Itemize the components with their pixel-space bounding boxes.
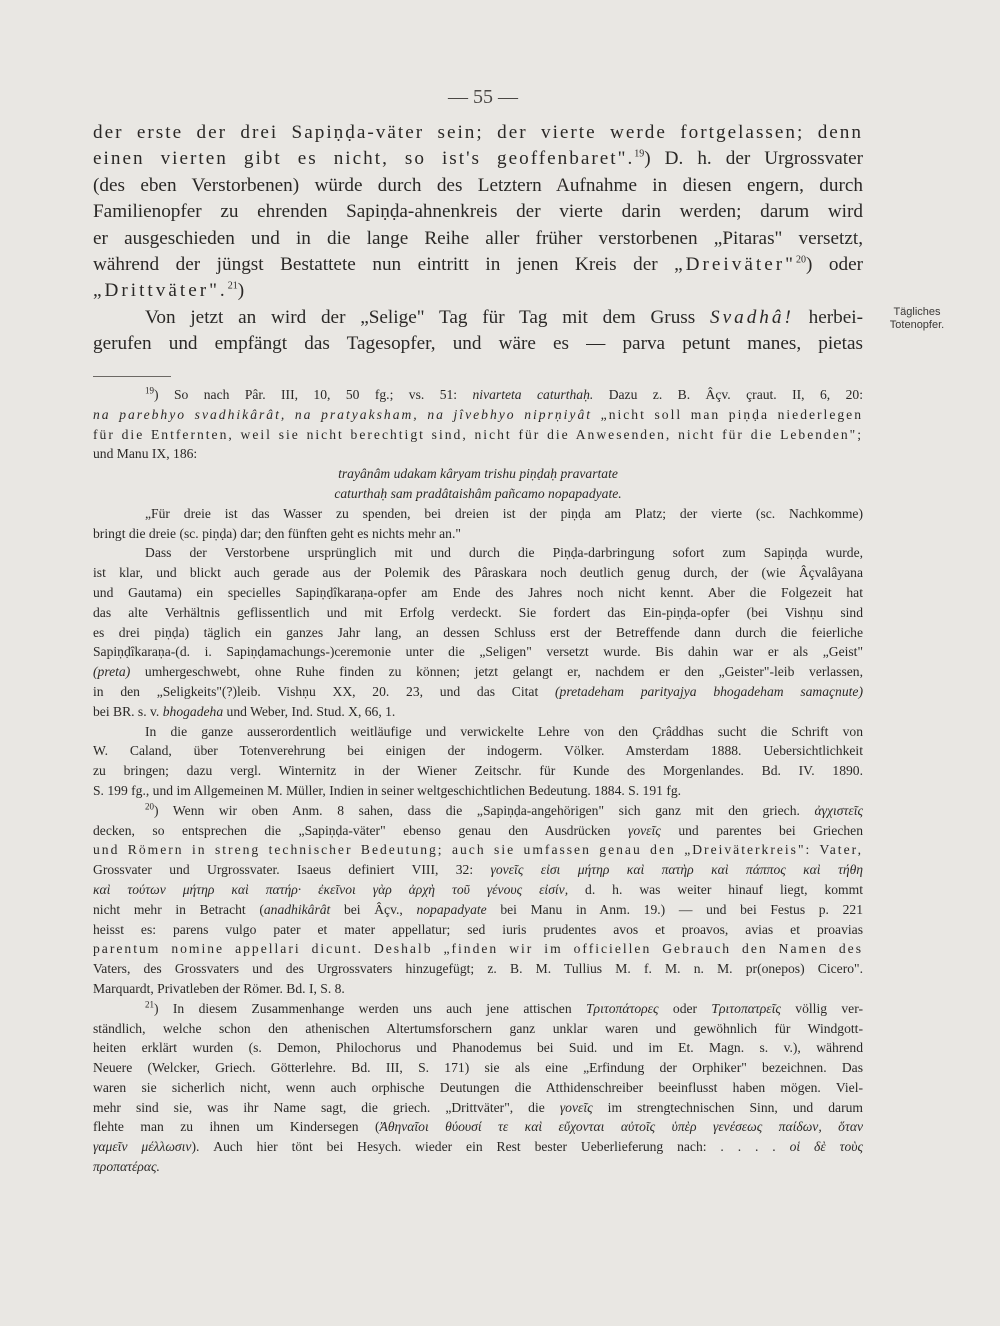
text-line: und Gautama) ein specielles Sapiṇḍîkaraṇa-opfer am Ende des Jahres noch nicht kennt. Aber die Folgezeit hat xyxy=(93,584,863,600)
text-line: W. Caland, über Totenverehrung bei einigen der indogerm. Völker. Amsterdam 1888. Uebersichtlichkeit xyxy=(93,743,863,759)
text-line: Grossvater und Urgrossvater. Isaeus definiert VIII, 32: γονεῖς εἰσι μήτηρ καὶ πατὴρ καὶ πάππος καὶ τήθη xyxy=(93,862,863,878)
footnote-divider xyxy=(93,376,171,377)
text-line: ständlich, welche schon den athenischen Altertumsforschern ganz unklar waren und gewöhnlich für Windgott- xyxy=(93,1020,863,1036)
text-line: decken, so entsprechen die „Sapiṇḍa-väter" ebenso genau den Ausdrücken γονεῖς und parentes bei Griechen xyxy=(93,822,863,838)
text-line: S. 199 fg., und im Allgemeinen M. Müller, Indien in seiner weltgeschichtlichen Bedeutung. 1884. S. 191 fg. xyxy=(93,782,682,798)
main-text xyxy=(93,120,863,358)
text-line: Dass der Verstorbene ursprünglich mit und durch die Piṇḍa-darbringung sofort zum Sapiṇḍa wurde, xyxy=(145,545,863,561)
text-line: προπατέρας. xyxy=(93,1159,160,1175)
text-line: einen vierten gibt es nicht, so ist's geoffenbaret".$^{19}$) D. h. der Urgrossvater xyxy=(93,148,863,170)
footnote-19: $^{19}$) So nach Pâr. III, 10, 50 fg.; vs. 51: nivarteta caturthaḥ. Dazu z. B. Âçv. çraut. II, 6, 20: xyxy=(145,385,863,402)
text-line: Sapiṇḍîkaraṇa-(d. i. Sapiṇḍamachungs-)ceremonie unter die „Seligen" versetzt wurde. Bis dahin war er als „Geist" xyxy=(93,644,863,660)
footnote-20: $^{20}$) Wenn wir oben Anm. 8 sahen, dass die „Sapiṇḍa-angehörigen" sich ganz mit den griech. ἀγχιστεῖς xyxy=(145,801,863,818)
text-line: heisst es: parens vulgo pater et mater appellatur; sed iuris prudentes avos et proavos, avias et proavias xyxy=(93,921,863,937)
text-line: na parebhyo svadhikârât, na pratyaksham, na jîvebhyo niprṇiyât „nicht soll man piṇḍa niederlegen xyxy=(93,406,863,422)
text-line: καὶ τούτων μήτηρ καὶ πατήρ· ἐκεῖνοι γὰρ ἀρχὴ τοῦ γένους εἰσίν, d. h. was weiter hinauf liegt, kommt xyxy=(93,881,863,897)
text-line: bringt die dreie (sc. piṇḍa) dar; den fünften geht es nichts mehr an." xyxy=(93,525,461,541)
text-line: mehr sind sie, was ihr Name sagt, die griech. „Drittväter", die γονεῖς im strengtechnischen Sinn, und darum xyxy=(93,1099,863,1115)
margin-note: Tägliches Totenopfer. xyxy=(889,306,945,331)
text-line: waren sie sicherlich nicht, wenn auch orphische Deutungen die Atthidenschreiber beeinflusst haben mögen. Viel- xyxy=(93,1079,863,1095)
text-line: Von jetzt an wird der „Selige" Tag für Tag mit dem Gruss Svadhâ! herbei- xyxy=(145,306,863,328)
page-number: — 55 — xyxy=(448,86,518,108)
verse-line: trayânâm udakam kâryam trishu piṇḍaḥ pravartate xyxy=(338,466,618,482)
text-line: „Für dreie ist das Wasser zu spenden, bei dreien ist der piṇḍa am Platz; der vierte (sc. Nachkomme) xyxy=(145,505,863,521)
text-line: (des eben Verstorbenen) würde durch des Letztern Aufnahme in diesen engern, durch xyxy=(93,174,863,196)
footnote-ref[interactable]: 21 xyxy=(227,281,238,293)
text-line: flehte man zu ihnen um Kindersegen (Ἀθηναῖοι θύουσί τε καὶ εὔχονται αὐτοῖς ὑπὲρ γενέσεως παίδων, ὅταν xyxy=(93,1119,863,1135)
text-line: nicht mehr in Betracht (anadhikârât bei Âçv., nopapadyate bei Manu in Anm. 19.) — und bei Festus p. 221 xyxy=(93,901,863,917)
text-line: für die Entfernten, weil sie nicht berechtigt sind, nicht für die Anwesenden, nicht für die Lebenden"; xyxy=(93,426,863,442)
text-line: und Manu IX, 186: xyxy=(93,446,198,462)
text-line: gerufen und empfängt das Tagesopfer, und wäre es — parva petunt manes, pietas xyxy=(93,333,863,355)
text-line: ist klar, und blickt auch gerade aus der Polemik des Pâraskara noch deutlich genug durch, der (wie Âçvalâyana xyxy=(93,565,863,581)
text-line: γαμεῖν μέλλωσιν). Auch hier tönt bei Hesych. wieder ein Rest bester Ueberlieferung nach: . . . . οἱ δὲ τοὺς xyxy=(93,1139,863,1155)
text-line: in den „Seligkeits"(?)leib. Vishṇu XX, 20. 23, und das Citat (pretadeham parityajya bhogadeham samaçnute) xyxy=(93,683,863,699)
footnote-ref[interactable]: 19 xyxy=(634,149,645,161)
text-line: Neuere (Welcker, Griech. Götterlehre. Bd. III, S. 171) sie als eine „Erfindung der Orphiker" bezeichnen. Das xyxy=(93,1060,863,1076)
verse-line: caturthaḥ sam pradâtaishâm pañcamo nopapadyate. xyxy=(334,485,622,501)
text-line: bei BR. s. v. bhogadeha und Weber, Ind. Stud. X, 66, 1. xyxy=(93,703,396,719)
text-line: er ausgeschieden und in die lange Reihe aller früher verstorbenen „Pitaras" versetzt, xyxy=(93,227,863,249)
text-line: es drei piṇḍa) täglich ein ganzes Jahr lang, an dessen Schluss erst der Betreffende dann durch die feierliche xyxy=(93,624,863,640)
text-line: Marquardt, Privatleben der Römer. Bd. I, S. 8. xyxy=(93,980,345,996)
text-line: In die ganze ausserordentlich weitläufige und verwickelte Lehre von den Çrâddhas sucht die Schrift von xyxy=(145,723,863,739)
text-line: während der jüngst Bestattete nun eintritt in jenen Kreis der „Dreiväter"$^{20}$) oder xyxy=(93,254,863,276)
text-line: der erste der drei Sapiṇḍa-väter sein; der vierte werde fortgelassen; denn xyxy=(93,122,863,143)
text-line: heiten erklärt wurden (s. Demon, Philochorus und Phanodemus bei Suid. und im Et. Magn. s. v.), während xyxy=(93,1040,863,1056)
text-line: parentum nomine appellari dicunt. Deshalb „finden wir im officiellen Gebrauch den Namen des xyxy=(93,941,863,957)
text-line: (preta) umhergeschwebt, ohne Ruhe finden zu können; jetzt gelangt er, nachdem er den „Geister"-leib verlassen, xyxy=(93,664,863,680)
footnote-21: $^{21}$) In diesem Zusammenhange werden uns auch jene attischen Τριτοπάτορες oder Τριτοπατρεῖς völlig ver- xyxy=(145,999,863,1016)
footnote-ref[interactable]: 20 xyxy=(795,254,806,266)
text-line: Vaters, des Grossvaters und des Urgrossvaters hinzugefügt; z. B. M. Tullius M. f. M. n. M. pr(onepos) Cicero". xyxy=(93,961,863,977)
text-line: „Drittväter".$^{21}$) xyxy=(93,280,245,302)
text-line: zu bringen; dazu vergl. Winternitz in der Wiener Zeitschr. für Kunde des Morgenlandes. Bd. IV. 1890. xyxy=(93,763,863,779)
text-line: das alte Verhältnis geflissentlich und mit Erfolg verdeckt. Sie fordert das Ein-piṇḍa-opfer (bei Vishṇu sind xyxy=(93,604,863,620)
footnotes xyxy=(93,385,863,1177)
text-line: Familienopfer zu ehrenden Sapiṇḍa-ahnenkreis der vierte darin werden; darum wird xyxy=(93,201,863,223)
text-line: und Römern in streng technischer Bedeutung; auch sie umfassen genau den „Dreiväterkreis": Vater, xyxy=(93,842,863,858)
